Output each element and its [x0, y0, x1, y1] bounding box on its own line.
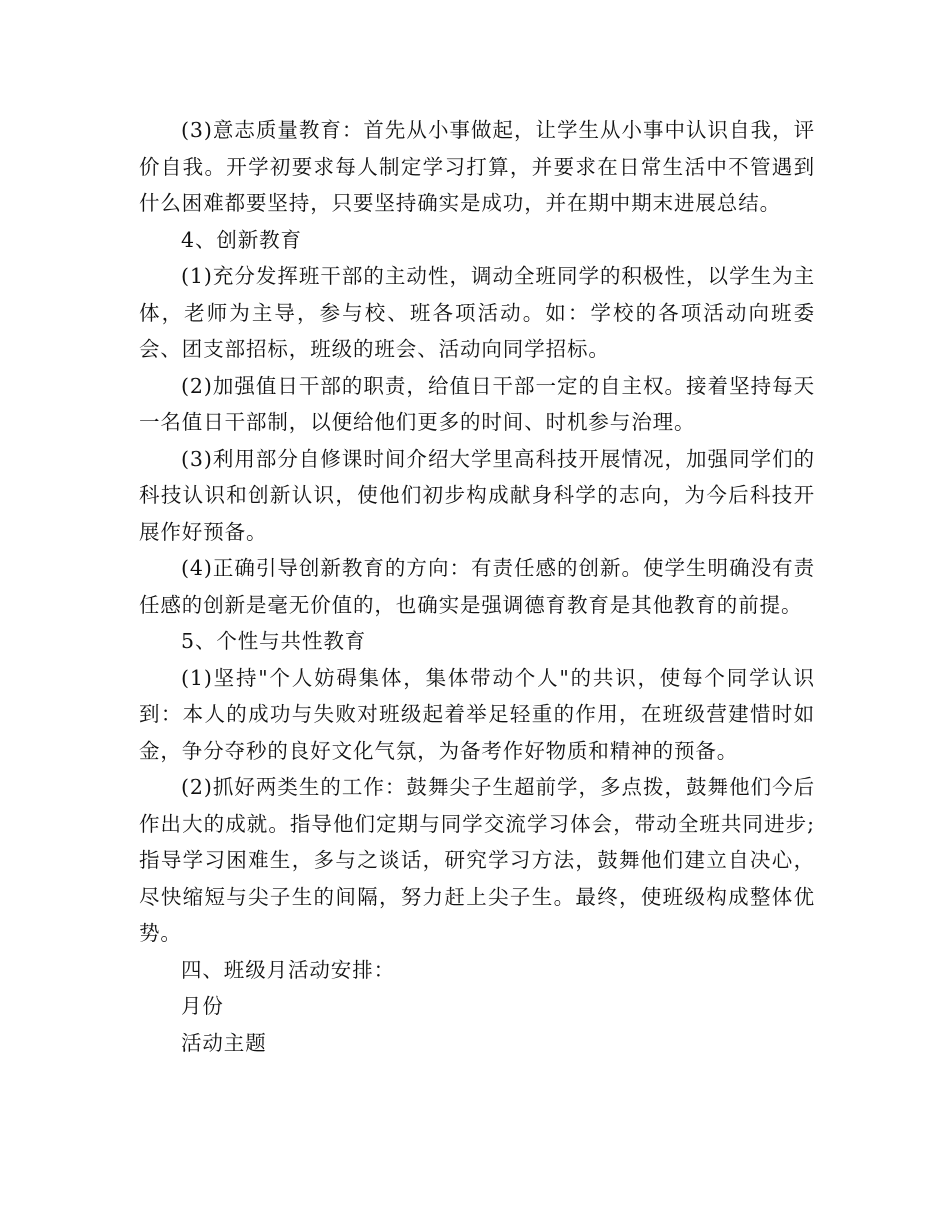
heading-individuality-commonality: 5、个性与共性教育	[181, 629, 367, 653]
paragraph-class-cadre-initiative: (1)充分发挥班干部的主动性，调动全班同学的积极性，以学生为主体，老师为主导，参与校、班各项活动。如：学校的各项活动向班委会、团支部招标，班级的班会、活动向同学招标。	[139, 264, 815, 361]
paragraph-two-student-types: (2)抓好两类生的工作：鼓舞尖子生超前学，多点拨，鼓舞他们今后作出大的成就。指导他们定期与同学交流学习体会，带动全班共同进步;指导学习困难生，多与之谈话，研究学习方法，鼓舞他们建立自决心，尽快缩短与尖子生的间隔，努力赶上尖子生。最终，使班级构成整体优势。	[139, 775, 815, 945]
paragraph-innovation-direction: (4)正确引导创新教育的方向：有责任感的创新。使学生明确没有责任感的创新是毫无价值的，也确实是强调德育教育是其他教育的前提。	[139, 556, 815, 617]
paragraph-tech-awareness: (3)利用部分自修课时间介绍大学里高科技开展情况，加强同学们的科技认识和创新认识，使他们初步构成献身科学的志向，为今后科技开展作好预备。	[139, 446, 815, 544]
document-body	[139, 112, 815, 1061]
paragraph-collective-consensus: (1)坚持"个人妨碍集体，集体带动个人"的共识，使每个同学认识到：本人的成功与失败对班级起着举足轻重的作用，在班级营建惜时如金，争分夺秒的良好文化气氛，为备考作好物质和精神的预备。	[139, 665, 815, 763]
paragraph-duty-cadre: (2)加强值日干部的职责，给值日干部一定的自主权。接着坚持每天一名值日干部制，以便给他们更多的时间、时机参与治理。	[139, 373, 815, 434]
heading-innovation-education: 4、创新教育	[181, 227, 302, 252]
paragraph-will-quality-education: (3)意志质量教育：首先从小事做起，让学生从小事中认识自我，评价自我。开学初要求每人制定学习打算，并要求在日常生活中不管遇到什么困难都要坚持，只要坚持确实是成功，并在期中期末进展总结。	[139, 118, 815, 215]
table-header-month: 月份	[181, 994, 224, 1018]
heading-monthly-activities: 四、班级月活动安排：	[181, 957, 395, 982]
table-header-activity-theme: 活动主题	[181, 1030, 267, 1055]
